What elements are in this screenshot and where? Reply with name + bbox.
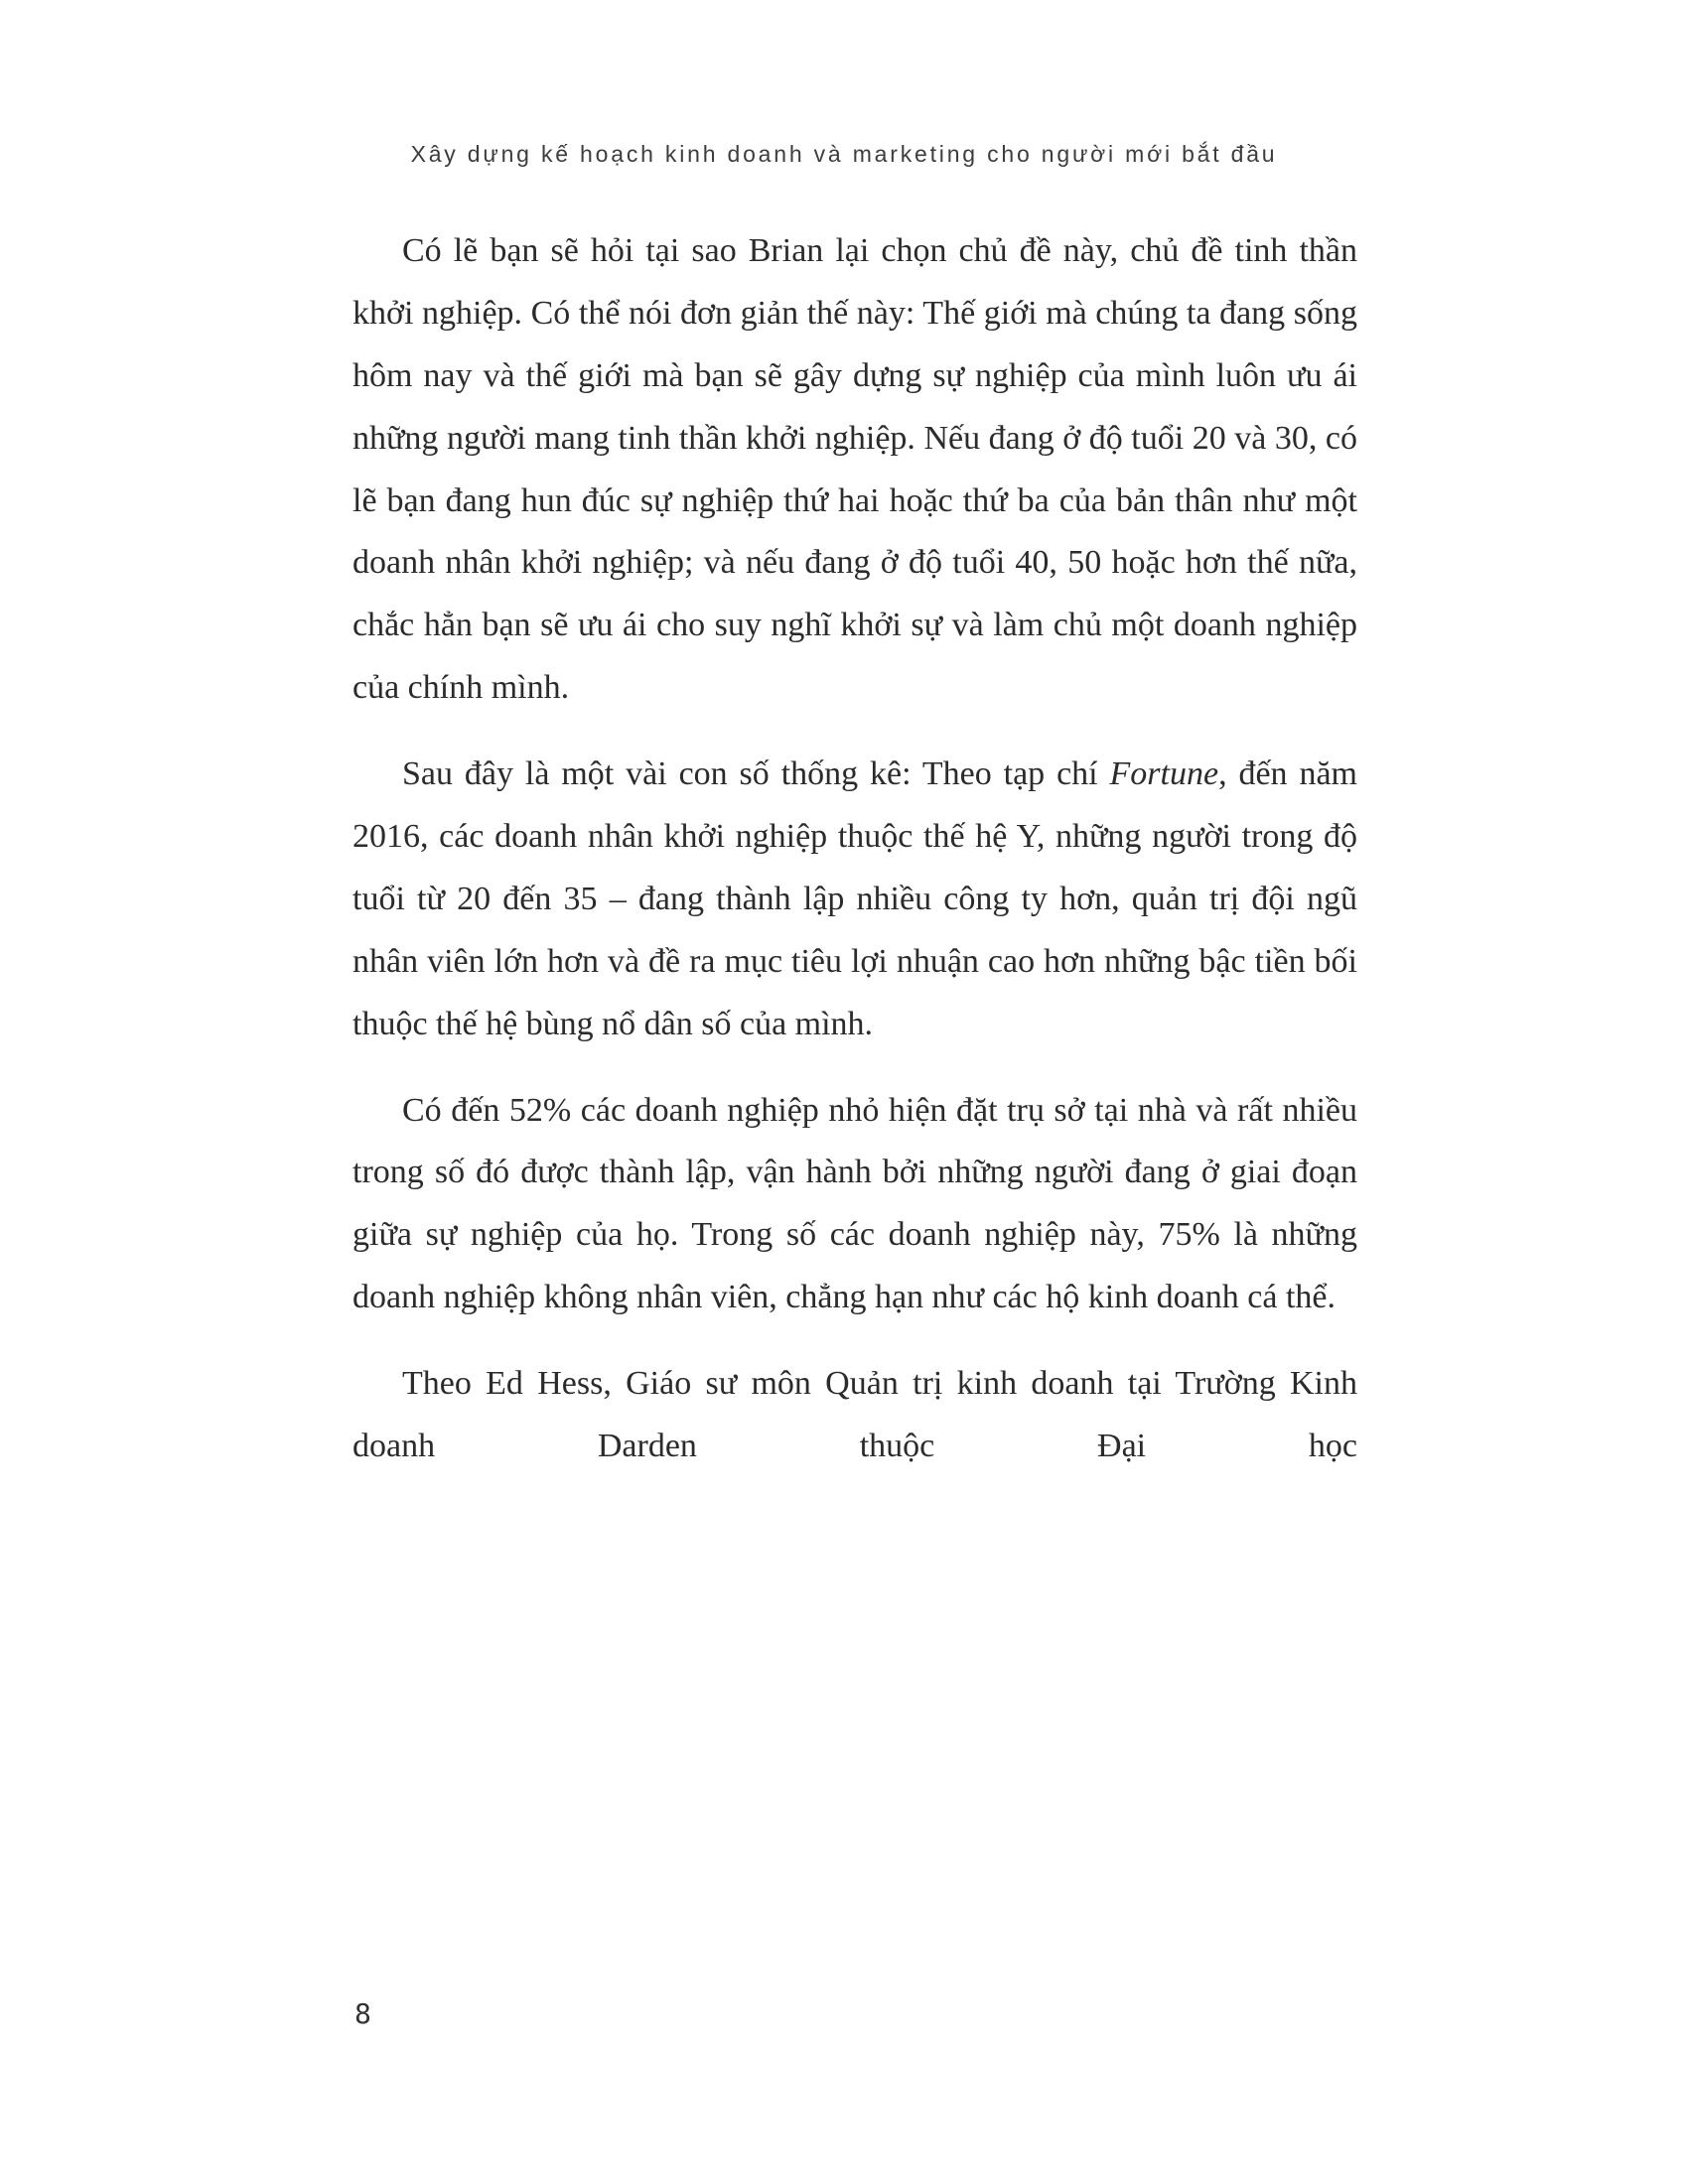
body-text xyxy=(352,220,1357,1478)
running-header: Xây dựng kế hoạch kinh doanh và marketing cho người mới bắt đầu xyxy=(410,141,1278,167)
page-number: 8 xyxy=(354,1997,371,2030)
paragraph xyxy=(352,1080,1357,1330)
text-run: , đến năm 2016, các doanh nhân khởi nghiệp thuộc thế hệ Y, những người trong độ tuổi từ 20 đến 35 – đang thành lập nhiều công ty hơn, quản trị đội ngũ nhân viên lớn hơn và đề ra mục tiêu lợi nhuận cao hơn những bậc tiền bối thuộc thế hệ bùng nổ dân số của mình. xyxy=(352,755,1357,1042)
text-run: Sau đây là một vài con số thống kê: Theo tạp chí xyxy=(402,755,1110,793)
paragraph xyxy=(352,1353,1357,1478)
paragraph xyxy=(352,220,1357,720)
italic-text-run: Fortune xyxy=(1109,755,1219,793)
paragraph xyxy=(352,744,1357,1055)
text-run: Có lẽ bạn sẽ hỏi tại sao Brian lại chọn chủ đề này, chủ đề tinh thần khởi nghiệp. Có thể nói đơn giản thế này: Thế giới mà chúng ta đang sống hôm nay và thế giới mà bạn sẽ gây dựng sự nghiệp của mình luôn ưu ái những người mang tinh thần khởi nghiệp. Nếu đang ở độ tuổi 20 và 30, có lẽ bạn đang hun đúc sự nghiệp thứ hai hoặc thứ ba của bản thân như một doanh nhân khởi nghiệp; và nếu đang ở độ tuổi 40, 50 hoặc hơn thế nữa, chắc hẳn bạn sẽ ưu ái cho suy nghĩ khởi sự và làm chủ một doanh nghiệp của chính mình. xyxy=(352,232,1357,707)
text-run: Có đến 52% các doanh nghiệp nhỏ hiện đặt trụ sở tại nhà và rất nhiều trong số đó được thành lập, vận hành bởi những người đang ở giai đoạn giữa sự nghiệp của họ. Trong số các doanh nghiệp này, 75% là những doanh nghiệp không nhân viên, chẳng hạn như các hộ kinh doanh cá thể. xyxy=(352,1091,1357,1316)
text-run: Theo Ed Hess, Giáo sư môn Quản trị kinh doanh tại Trường Kinh doanh Darden thuộc Đại học xyxy=(352,1365,1357,1465)
